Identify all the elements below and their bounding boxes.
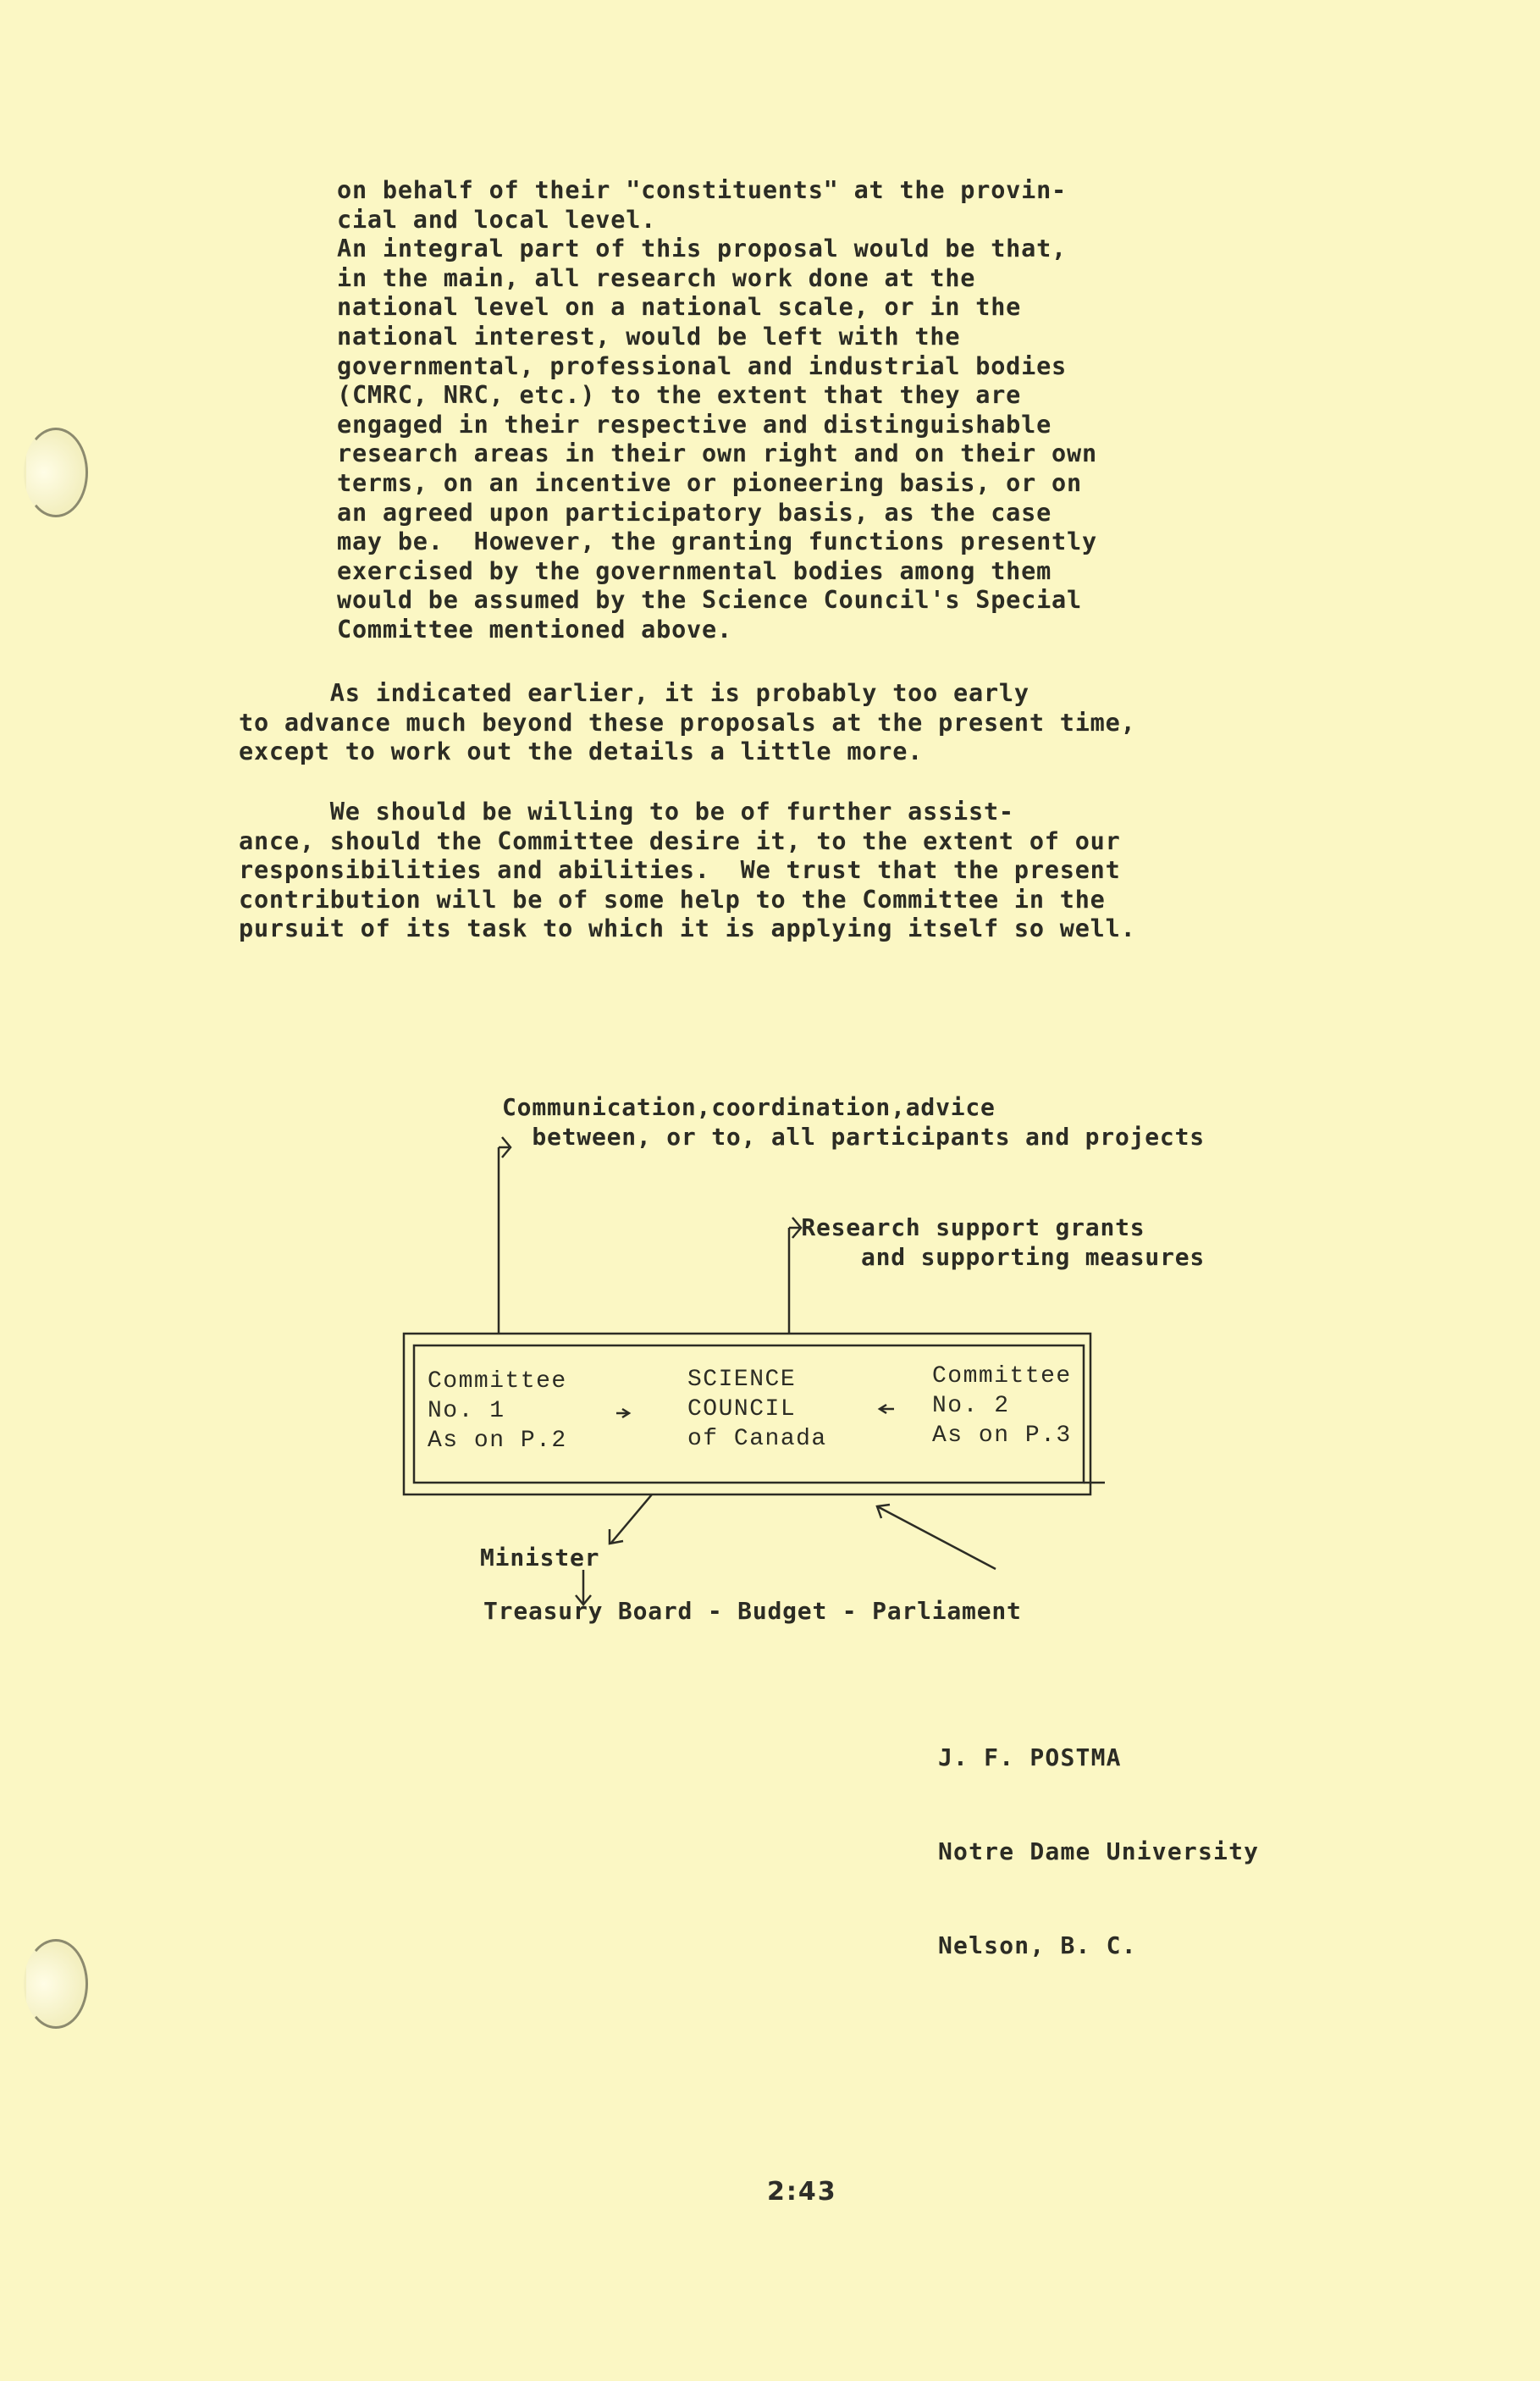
science-council-label: SCIENCE COUNCIL of Canada: [687, 1367, 827, 1452]
committee-no1: Committee No. 1 As on P.2: [428, 1368, 567, 1454]
minister-label: Minister: [480, 1544, 600, 1572]
signature-institution: Notre Dame University: [938, 1837, 1260, 1865]
signature-name: J. F. POSTMA: [938, 1743, 1122, 1771]
paragraph-advance: As indicated earlier, it is probably too early to advance much beyond these proposals at the present time, except to work out the details a little more.: [239, 679, 1136, 766]
committee-no2: Committee No. 2 As on P.3: [932, 1363, 1072, 1449]
treasury-budget-parliament: Treasury Board - Budget - Parliament: [483, 1597, 1022, 1625]
communication-label: Communication,coordination,advice between, or to, all participants and projects: [502, 1093, 1205, 1151]
arrow-to-minister: [611, 1494, 652, 1543]
page-number: 2:43: [767, 2177, 837, 2207]
paragraph-proposal: on behalf of their "constituents" at the provin- cial and local level. An integral part of this proposal would be that, in the main, all research work done at the national level on a national scale, or in the national interest, would be left with the governmental, professional and industrial bodies (CMRC, NRC, etc.) to the extent that they are engaged in their respective and distinguishable research areas in their own right and on their own terms, on an incentive or pioneering basis, or on an agreed upon participatory basis, as the case may be. However, the granting functions presently exercised by the governmental bodies among them would be assumed by the Science Council's Special Committee mentioned above.: [337, 176, 1097, 644]
signature-location: Nelson, B. C.: [938, 1931, 1137, 1959]
arrow-from-budget: [877, 1506, 996, 1569]
signature-block: [938, 1679, 1259, 2024]
paragraph-assistance: We should be willing to be of further assist- ance, should the Committee desire it, to the extent of our responsibilities and abilities. We trust that the present contribution will be of some help to the Committee in the pursuit of its task to which it is applying itself so well.: [239, 798, 1136, 943]
research-grants-label: Research support grants and supporting measures: [801, 1213, 1206, 1271]
